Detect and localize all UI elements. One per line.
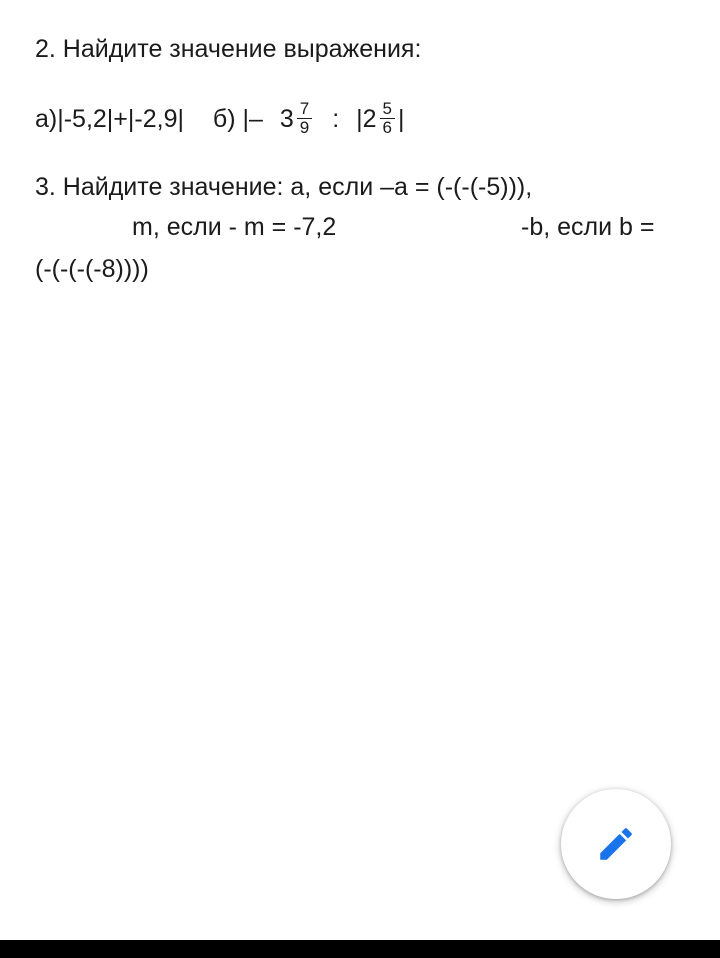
task-2-part-a: а)|-5,2|+|-2,9| (35, 105, 184, 134)
task-3-b-expression: (-(-(-(-8)))) (35, 255, 149, 283)
task-3-b-condition: -b, если b = (521, 213, 655, 241)
fraction-2-denominator: 6 (382, 118, 392, 137)
task-3-title: 3. Найдите значение: а, если –а = (-(-(-5))), (35, 173, 533, 201)
fraction-1-denominator: 9 (299, 118, 310, 137)
abs-bar-open: | (356, 105, 363, 134)
fraction-1-numerator: 7 (297, 100, 312, 119)
pencil-icon (595, 823, 637, 865)
fraction-2-numerator: 5 (380, 100, 395, 119)
task-2-title: 2. Найдите значение выражения: (35, 35, 422, 63)
task-2-expressions (35, 99, 405, 139)
mixed-number-1-whole: 3 (279, 105, 294, 134)
abs-bar-close: | (397, 105, 405, 134)
task-2-part-b (212, 99, 405, 137)
task-3-m-condition: m, если - m = -7,2 (132, 213, 337, 241)
fraction-1 (297, 100, 312, 137)
mixed-number-2-whole: 2 (362, 105, 377, 134)
part-b-prefix: б) |– (212, 105, 263, 134)
divide-sign: : (332, 105, 340, 134)
bottom-navigation-bar (0, 940, 720, 958)
edit-button[interactable] (561, 789, 671, 899)
fraction-2 (380, 100, 395, 137)
